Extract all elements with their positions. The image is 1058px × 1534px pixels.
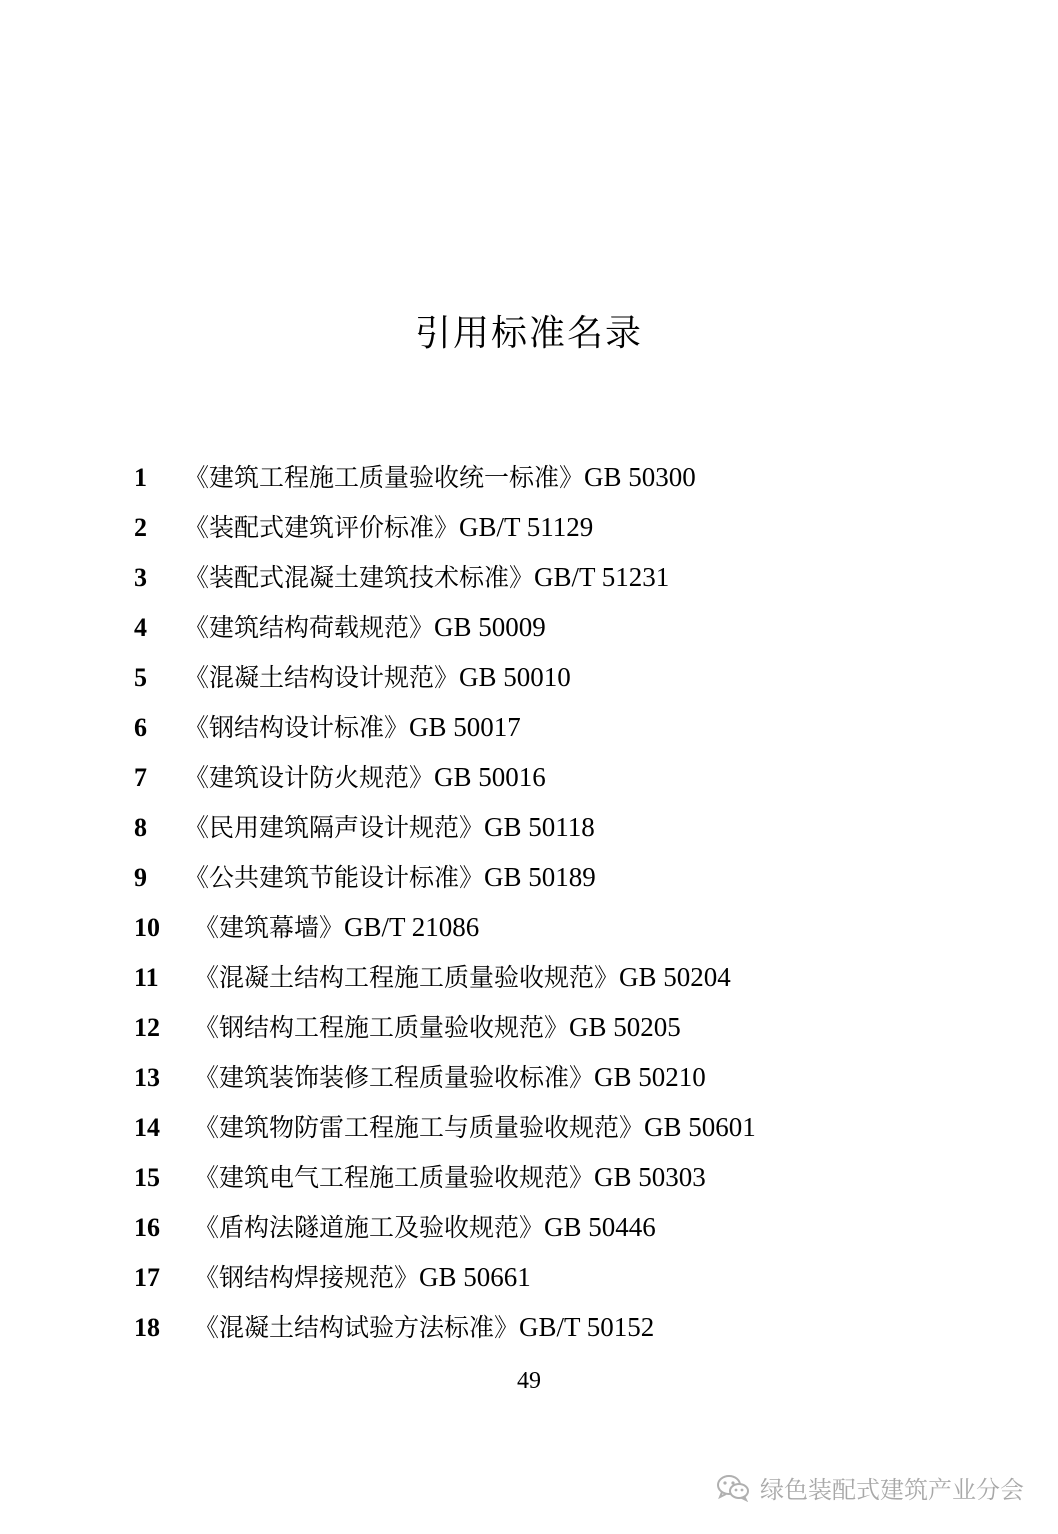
- list-item: [134, 1252, 756, 1302]
- page-title: 引用标准名录: [414, 313, 643, 354]
- list-item: [134, 502, 756, 552]
- standard-code: GB 50204: [619, 962, 731, 992]
- item-number: 5: [134, 663, 147, 692]
- standard-code: GB 50661: [419, 1262, 531, 1292]
- list-item: [134, 802, 756, 852]
- standard-title: 《建筑物防雷工程施工与质量验收规范》: [194, 1113, 645, 1142]
- item-number: 18: [134, 1313, 160, 1342]
- standard-code: GB 50446: [544, 1212, 656, 1242]
- standard-code: GB 50300: [584, 462, 696, 492]
- list-item: [134, 1152, 756, 1202]
- item-number: 2: [134, 513, 147, 542]
- list-item: [134, 652, 756, 702]
- item-number: 17: [134, 1263, 160, 1292]
- list-item: [134, 452, 756, 502]
- standard-title: 《钢结构设计标准》: [184, 713, 410, 742]
- item-number: 16: [134, 1213, 160, 1242]
- item-number: 6: [134, 713, 147, 742]
- wechat-icon: [716, 1474, 750, 1502]
- standard-code: GB 50009: [434, 612, 546, 642]
- standard-title: 《建筑装饰装修工程质量验收标准》: [194, 1063, 595, 1092]
- item-number: 15: [134, 1163, 160, 1192]
- item-number: 1: [134, 463, 147, 492]
- list-item: [134, 852, 756, 902]
- standard-title: 《公共建筑节能设计标准》: [184, 863, 485, 892]
- standard-code: GB 50205: [569, 1012, 681, 1042]
- standard-code: GB/T 51129: [459, 512, 594, 542]
- list-item: [134, 552, 756, 602]
- standard-title: 《建筑结构荷载规范》: [184, 613, 435, 642]
- standard-title: 《建筑幕墙》: [194, 913, 345, 942]
- list-item: [134, 1202, 756, 1252]
- list-item: [134, 1102, 756, 1152]
- standard-code: GB 50601: [644, 1112, 756, 1142]
- item-number: 9: [134, 863, 147, 892]
- standard-code: GB/T 51231: [534, 562, 670, 592]
- standard-title: 《混凝土结构设计规范》: [184, 663, 460, 692]
- standard-title: 《建筑电气工程施工质量验收规范》: [194, 1163, 595, 1192]
- standard-title: 《装配式建筑评价标准》: [184, 513, 460, 542]
- list-item: [134, 902, 756, 952]
- list-item: [134, 1002, 756, 1052]
- standard-title: 《建筑设计防火规范》: [184, 763, 435, 792]
- standard-title: 《钢结构工程施工质量验收规范》: [194, 1013, 570, 1042]
- standard-code: GB/T 50152: [519, 1312, 655, 1342]
- standard-code: GB 50016: [434, 762, 546, 792]
- item-number: 8: [134, 813, 147, 842]
- standard-title: 《民用建筑隔声设计规范》: [184, 813, 485, 842]
- item-number: 7: [134, 763, 147, 792]
- standard-title: 《建筑工程施工质量验收统一标准》: [184, 463, 585, 492]
- standard-code: GB 50010: [459, 662, 571, 692]
- list-item: [134, 1052, 756, 1102]
- list-item: [134, 752, 756, 802]
- list-item: [134, 1302, 756, 1352]
- standard-code: GB 50017: [409, 712, 521, 742]
- item-number: 3: [134, 563, 147, 592]
- item-number: 10: [134, 913, 160, 942]
- item-number: 14: [134, 1113, 160, 1142]
- standard-title: 《钢结构焊接规范》: [194, 1263, 420, 1292]
- item-number: 12: [134, 1013, 160, 1042]
- item-number: 11: [134, 963, 159, 992]
- standard-title: 《混凝土结构工程施工质量验收规范》: [194, 963, 620, 992]
- item-number: 4: [134, 613, 147, 642]
- watermark: [716, 1470, 1024, 1505]
- standard-code: GB 50118: [484, 812, 595, 842]
- standard-title: 《混凝土结构试验方法标准》: [194, 1313, 520, 1342]
- list-item: [134, 602, 756, 652]
- standard-title: 《装配式混凝土建筑技术标准》: [184, 563, 535, 592]
- standards-list: [134, 452, 756, 1352]
- standard-code: GB 50303: [594, 1162, 706, 1192]
- standard-code: GB 50210: [594, 1062, 706, 1092]
- list-item: [134, 952, 756, 1002]
- watermark-text: 绿色装配式建筑产业分会: [760, 1476, 1024, 1504]
- list-item: [134, 702, 756, 752]
- page-number: 49: [517, 1368, 541, 1394]
- standard-title: 《盾构法隧道施工及验收规范》: [194, 1213, 545, 1242]
- standard-code: GB/T 21086: [344, 912, 480, 942]
- standard-code: GB 50189: [484, 862, 596, 892]
- item-number: 13: [134, 1063, 160, 1092]
